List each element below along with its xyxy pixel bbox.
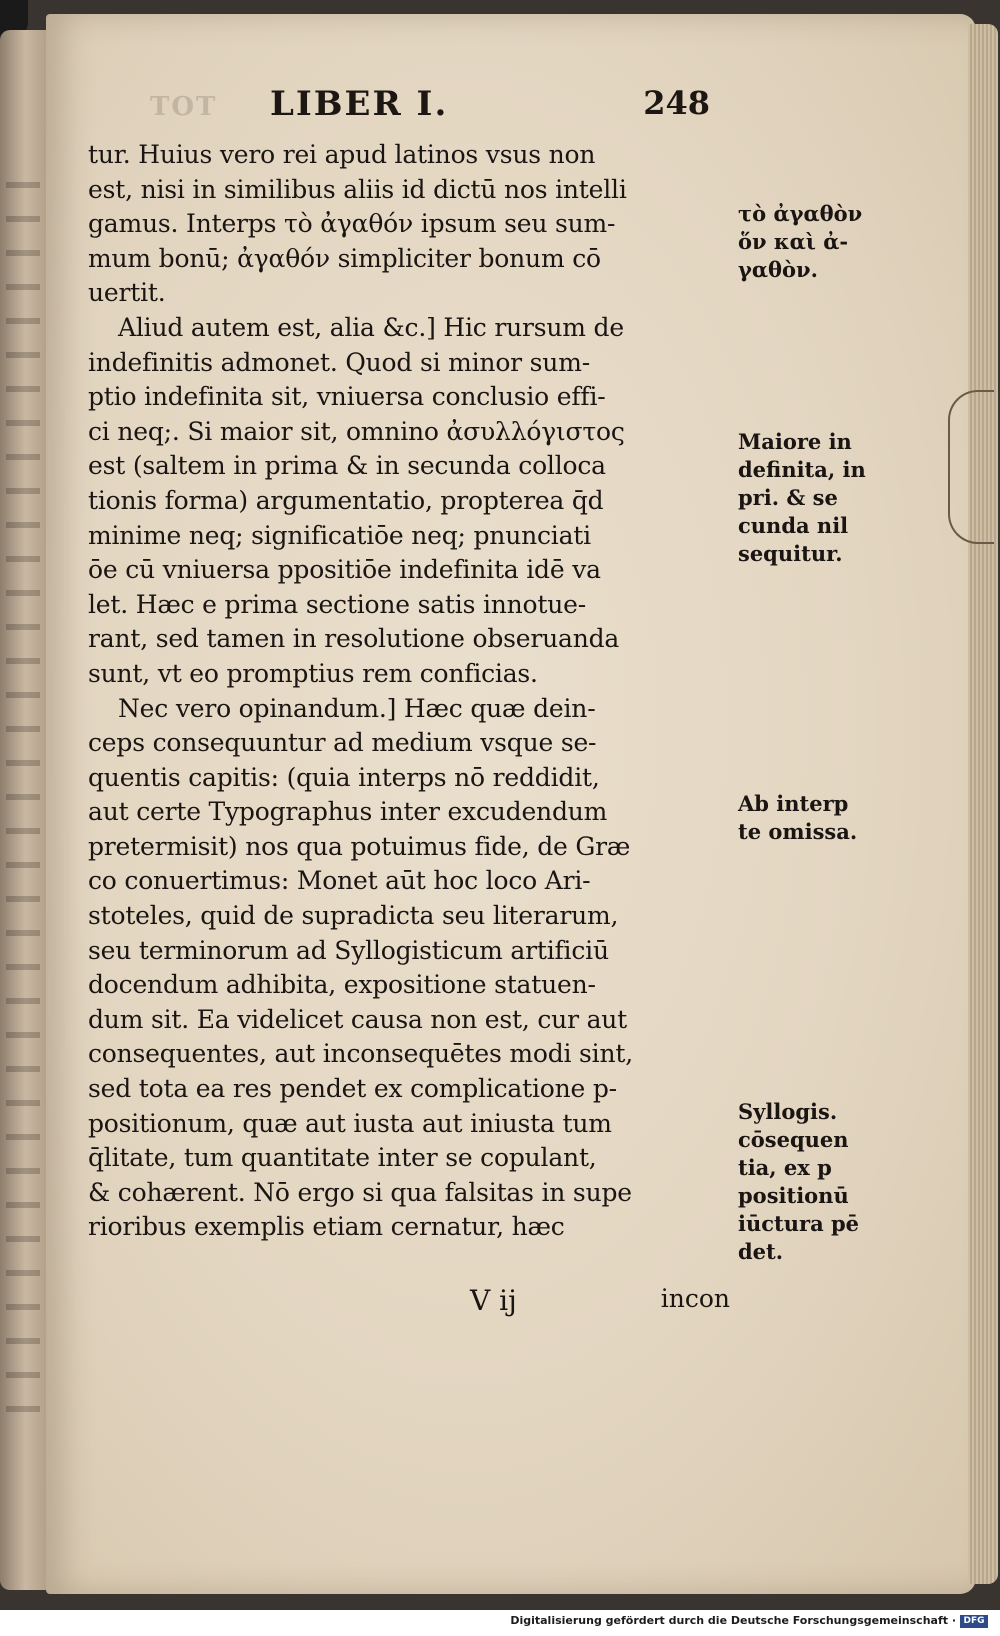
text-line: rant, sed tamen in resolutione obseruanda <box>88 624 620 654</box>
text-line: co conuertimus: Monet aūt hoc loco Ari- <box>88 866 591 896</box>
text-line: & cohærent. Nō ergo si qua falsitas in supe <box>88 1177 632 1207</box>
marginal-line: definita, in <box>738 457 866 482</box>
text-line: uertit. <box>88 278 166 308</box>
running-title: LIBER I. <box>270 84 449 124</box>
text-line: gamus. Interps τὸ ἀγαθόν ipsum seu sum- <box>88 209 616 239</box>
marginal-note-greek <box>738 200 888 284</box>
text-line: aut certe Typographus inter excudendum <box>88 797 608 827</box>
text-line: ceps consequuntur ad medium vsque se- <box>88 728 597 758</box>
dfg-logo: DFG <box>960 1615 988 1628</box>
marginal-line: te omissa. <box>738 819 858 844</box>
main-text-block <box>88 138 728 1245</box>
text-line: sunt, vt eo promptius rem conficias. <box>88 658 538 688</box>
marginal-line: Maiore in <box>738 429 852 454</box>
marginal-line: Syllogis. <box>738 1099 838 1124</box>
text-line: tionis forma) argumentatio, propterea q̄d <box>88 485 604 515</box>
bleed-through-text: TOT <box>150 92 218 122</box>
text-line: consequentes, aut inconsequētes modi sint, <box>88 1039 633 1069</box>
marginal-note-maiore <box>738 428 888 568</box>
catchline <box>470 1284 730 1324</box>
marginal-line: Ab interp <box>738 791 849 816</box>
text-line: tur. Huius vero rei apud latinos vsus non <box>88 140 596 169</box>
marginal-line: sequitur. <box>738 541 843 566</box>
marginal-note-syllogis <box>738 1098 888 1266</box>
text-line: Nec vero opinandum.] Hæc quæ dein- <box>118 693 596 723</box>
page-fore-edge <box>968 24 998 1584</box>
marginal-line: τὸ ἀγαθὸν <box>738 201 863 226</box>
catchword: incon <box>660 1284 730 1313</box>
facing-page-text-fragments <box>6 160 40 1440</box>
marginal-line: iūctura pē <box>738 1211 860 1236</box>
marginal-line: pri. & se <box>738 485 838 510</box>
marginal-note-interp <box>738 790 888 846</box>
text-line: ci neq;. Si maior sit, omnino ἀσυλλόγιστος <box>88 416 625 446</box>
text-line: docendum adhibita, expositione statuen- <box>88 970 596 1000</box>
text-line: pretermisit) nos qua potuimus fide, de Græ <box>88 831 631 861</box>
funding-credit: Digitalisierung gefördert durch die Deutsche Forschungsgemeinschaft · <box>510 1614 956 1627</box>
text-line: dum sit. Ea videlicet causa non est, cur aut <box>88 1004 628 1034</box>
text-line: ōe cū vniuersa ppositiōe indefinita idē va <box>88 555 601 585</box>
text-line: est, nisi in similibus aliis id dictū nos intelli <box>88 174 627 204</box>
text-line: quentis capitis: (quia interps nō reddidit, <box>88 762 600 792</box>
text-line: est (saltem in prima & in secunda colloca <box>88 451 606 481</box>
marginal-line: det. <box>738 1239 784 1264</box>
text-line: minime neq; significatiōe neq; pnunciati <box>88 520 591 550</box>
text-line: Aliud autem est, alia &c.] Hic rursum de <box>118 312 624 342</box>
signature-mark: V ij <box>470 1284 517 1317</box>
text-line: mum bonū; ἀγαθόν simpliciter bonum cō <box>88 243 601 273</box>
marginal-line: tia, ex p <box>738 1155 832 1180</box>
text-line: positionum, quæ aut iusta aut iniusta tum <box>88 1108 612 1138</box>
marginal-line: cunda nil <box>738 513 849 538</box>
text-line: indefinitis admonet. Quod si minor sum- <box>88 347 590 377</box>
page-number: 248 <box>643 84 710 122</box>
marginal-line: cōsequen <box>738 1127 849 1152</box>
page-tab-mark <box>948 390 994 544</box>
marginal-line: positionū <box>738 1183 849 1208</box>
digitization-footer <box>0 1612 1000 1636</box>
text-line: stoteles, quid de supradicta seu literarum, <box>88 901 619 931</box>
text-line: sed tota ea res pendet ex complicatione p- <box>88 1074 617 1104</box>
text-line: q̄litate, tum quantitate inter se copulant, <box>88 1143 597 1173</box>
text-line: ptio indefinita sit, vniuersa conclusio effi- <box>88 382 606 412</box>
facing-page-edge <box>0 30 46 1590</box>
marginal-line: ὅν καὶ ἀ- <box>738 229 849 254</box>
marginal-line: γαθὸν. <box>738 257 818 282</box>
text-line: seu terminorum ad Syllogisticum artificiū <box>88 935 609 965</box>
text-line: rioribus exemplis etiam cernatur, hæc <box>88 1212 565 1242</box>
text-line: let. Hæc e prima sectione satis innotue- <box>88 589 586 619</box>
running-head <box>150 84 710 130</box>
